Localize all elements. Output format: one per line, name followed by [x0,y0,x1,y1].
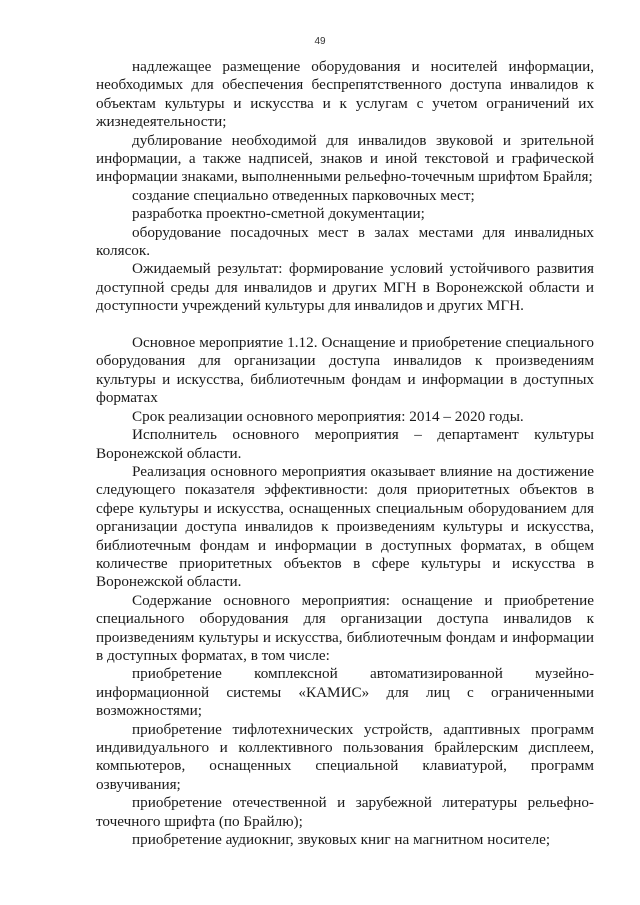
list-item-audiobooks: приобретение аудиокниг, звуковых книг на магнитном носителе; [132,831,551,849]
paragraph-implementation-period: Срок реализации основного мероприятия: 2014 – 2020 годы. [132,407,524,425]
paragraph-efficiency-indicator: Реализация основного мероприятия оказывает влияние на достижение следующего показателя эффективности: доля приоритетных объектов в сфере культуры и искусства, оснащенных специальным оборудованием для организации доступа инвалидов к произведениям культуры и искусства, библиотечным фондам и информации в доступных форматах, в общем количестве приоритетных объектов в сфере культуры и искусства в Воронежской области. [96,462,594,591]
section-heading-main-activity: Основное мероприятие 1.12. Оснащение и приобретение специального оборудования для организации доступа инвалидов к произведениям культуры и искусства, библиотечным фондам и информации в доступных форматах [96,334,594,407]
paragraph-seating-equipment: оборудование посадочных мест в залах местами для инвалидных колясок. [96,223,594,260]
page-number: 49 [314,36,326,47]
paragraph-expected-result: Ожидаемый результат: формирование условий устойчивого развития доступной среды для инвалидов и других МГН в Воронежской области и доступности учреждений культуры для инвалидов и других МГН. [96,260,594,315]
paragraph-activity-content: Содержание основного мероприятия: оснащение и приобретение специального оборудования для организации доступа инвалидов к произведениям культуры и искусства, библиотечным фондам и информации в доступных форматах, в том числе: [96,591,594,664]
paragraph-design-documentation: разработка проектно-сметной документации; [132,205,425,223]
list-item-kamis-system: приобретение комплексной автоматизированной музейно-информационной системы «КАМИС» для лиц с ограниченными возможностями; [96,665,594,720]
paragraph-placement-of-equipment: надлежащее размещение оборудования и носителей информации, необходимых для обеспечения беспрепятственного доступа инвалидов к объектам культуры и искусства и к услугам с учетом ограничений их жизнедеятельности; [96,58,594,131]
section-spacer [96,316,594,334]
paragraph-duplication-of-information: дублирование необходимой для инвалидов звуковой и зрительной информации, а также надписей, знаков и иной текстовой и графической информации знаками, выполненными рельефно-точечным шрифтом Брайля; [96,131,594,186]
paragraph-executor: Исполнитель основного мероприятия – департамент культуры Воронежской области. [96,426,594,462]
paragraph-parking-spaces: создание специально отведенных парковочных мест; [132,186,475,204]
list-item-braille-literature: приобретение отечественной и зарубежной литературы рельефно-точечного шрифта (по Брайлю); [96,794,594,830]
document-body [96,58,594,849]
list-item-typhlotechnical-devices: приобретение тифлотехнических устройств, адаптивных программ индивидуального и коллективного пользования брайлерским дисплеем, компьютеров, оснащенных специальной клавиатурой, программ озвучивания; [96,720,594,793]
